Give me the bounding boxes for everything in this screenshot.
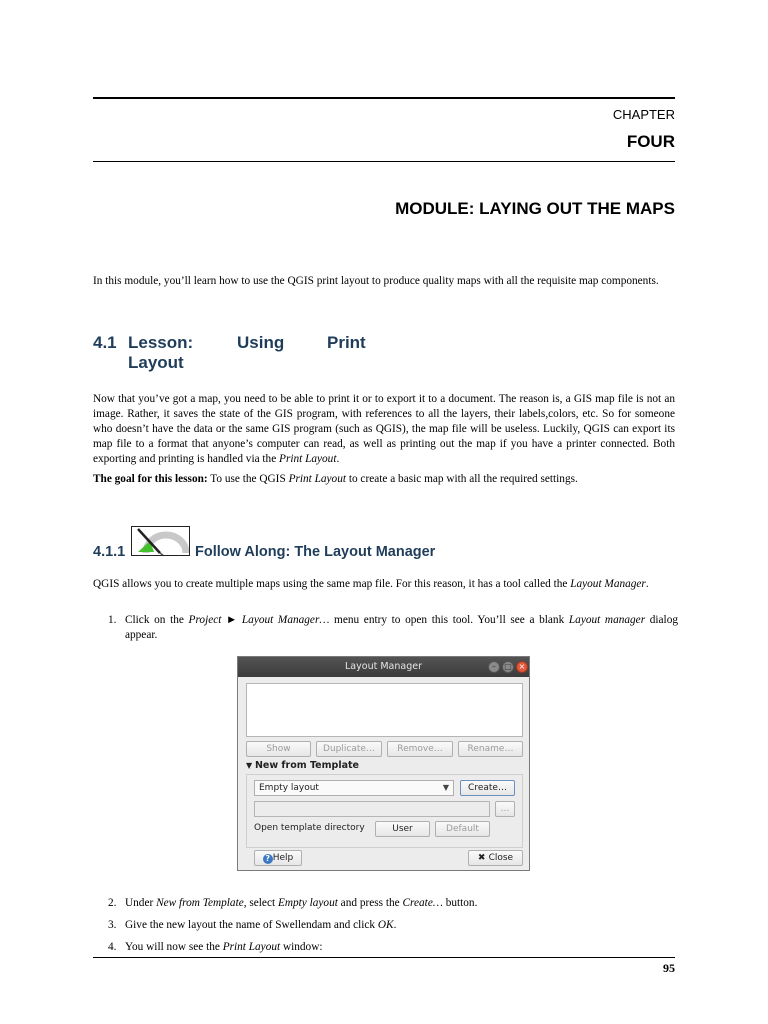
- lesson-title-part2: Using: [237, 333, 285, 352]
- template-path-input[interactable]: [254, 801, 490, 817]
- help-icon: ?: [263, 854, 273, 864]
- module-title: MODULE: LAYING OUT THE MAPS: [395, 199, 675, 218]
- browse-button[interactable]: …: [495, 801, 515, 817]
- maximize-icon[interactable]: □: [502, 661, 514, 673]
- list-item: 3. Give the new layout the name of Swellendam and click OK.: [108, 919, 397, 931]
- page-number: 95: [663, 961, 675, 975]
- default-button[interactable]: Default: [435, 821, 490, 837]
- intro-paragraph: In this module, you’ll learn how to use the QGIS print layout to produce quality maps with all the requisite map components.: [93, 275, 659, 287]
- create-button[interactable]: Create…: [460, 780, 515, 796]
- window-close-icon[interactable]: ×: [516, 661, 528, 673]
- layout-manager-icon: [131, 526, 190, 556]
- dialog-title: Layout Manager: [238, 657, 529, 677]
- chapter-rule: [93, 161, 675, 162]
- new-from-template-toggle[interactable]: ▼ New from Template: [246, 760, 359, 771]
- lesson-title-part3: Print: [327, 333, 366, 352]
- list-item: 2. Under New from Template, select Empty layout and press the Create… button.: [108, 897, 478, 909]
- lesson-title-part1: Lesson:: [128, 333, 194, 352]
- duplicate-button[interactable]: Duplicate…: [316, 741, 382, 757]
- list-item: 1. Click on the Project ► Layout Manager… menu entry to open this tool. You’ll see a blank Layout manager dialog appear.: [108, 614, 678, 641]
- collapse-triangle-icon: ▼: [246, 761, 255, 770]
- chevron-down-icon: ▼: [442, 783, 449, 792]
- lesson-number: 4.1: [93, 333, 117, 352]
- layout-list[interactable]: [246, 683, 523, 737]
- chapter-label: CHAPTER: [612, 107, 675, 122]
- section-number: 4.1.1: [93, 544, 126, 560]
- open-template-dir-label: Open template directory: [254, 823, 365, 833]
- goal-label: The goal for this lesson:: [93, 473, 208, 485]
- list-item: 4. You will now see the Print Layout window:: [108, 941, 323, 953]
- lesson-paragraph: Now that you’ve got a map, you need to be able to print it or to export it to a document. The reason is, a GIS map file is not an image. Rather, it saves the state of the GIS program, with references to all the layers, their labels,colors, etc. So for someone who doesn’t have the data or the same GIS program (such as QGIS), the map file will be useless. Luckily, QGIS can export its map file to a format that anyone’s computer can read, as well as printing out the map if you have a printer connected. Both exporting and printing is handled via the Print Layout.: [93, 393, 675, 465]
- chapter-number: FOUR: [626, 132, 675, 151]
- goal-paragraph: The goal for this lesson: To use the QGIS Print Layout to create a basic map with all the required settings.: [93, 473, 578, 485]
- layout-manager-dialog: [237, 656, 530, 871]
- top-rule: [93, 97, 675, 99]
- close-icon: ✖: [477, 853, 489, 863]
- show-button[interactable]: Show: [246, 741, 311, 757]
- template-select[interactable]: Empty layout ▼: [254, 780, 454, 796]
- user-button[interactable]: User: [375, 821, 430, 837]
- minimize-icon[interactable]: –: [488, 661, 500, 673]
- rename-button[interactable]: Rename…: [458, 741, 523, 757]
- close-button[interactable]: ✖ Close: [468, 850, 523, 866]
- help-button[interactable]: ? Help: [254, 850, 302, 866]
- footer-rule: [93, 957, 675, 958]
- section-title: Follow Along: The Layout Manager: [195, 544, 436, 560]
- lesson-title-line2: Layout: [128, 353, 184, 372]
- section-paragraph: QGIS allows you to create multiple maps using the same map file. For this reason, it has a tool called the Layout Manager.: [93, 578, 649, 590]
- remove-button[interactable]: Remove…: [387, 741, 453, 757]
